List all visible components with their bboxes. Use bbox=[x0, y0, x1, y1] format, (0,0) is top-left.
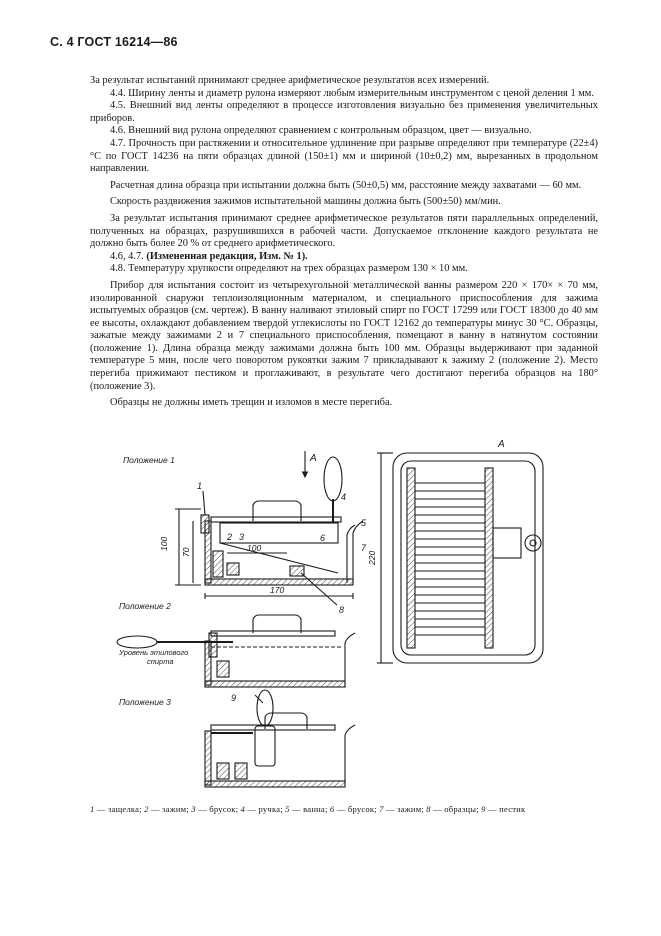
part-number-5: 5 bbox=[361, 518, 367, 528]
body-text bbox=[90, 75, 598, 410]
page-header: С. 4 ГОСТ 16214—86 bbox=[50, 35, 178, 49]
alcohol-level-label-2: спирта bbox=[147, 657, 174, 666]
part-number-9: 9 bbox=[231, 693, 237, 703]
handle-4-rotated bbox=[117, 636, 157, 648]
samples-strips bbox=[415, 483, 485, 635]
paragraph: За результат испытаний принимают среднее арифметическое результатов всех измерений. bbox=[90, 75, 490, 86]
technical-drawing bbox=[105, 433, 575, 798]
part-number-8: 8 bbox=[339, 605, 345, 615]
part-number-7: 7 bbox=[361, 543, 367, 553]
dim-height-100: 100 bbox=[159, 536, 169, 551]
paragraph: 4.6. Внешний вид рулона определяют сравнением с контрольным образцом, цвет — визуально. bbox=[110, 125, 532, 137]
paragraph: Расчетная длина образца при испытании должна быть (50±0,5) мм, расстояние между захватами — 60 мм. bbox=[110, 179, 582, 191]
alcohol-level-label-1: Уровень этилового bbox=[119, 648, 189, 657]
dim-length-220: 220 bbox=[367, 550, 377, 565]
amendment-prefix: 4.6, 4.7. bbox=[110, 250, 147, 262]
pivot-icon bbox=[525, 535, 541, 551]
position-1-view bbox=[123, 451, 367, 615]
part-number-2: 2 bbox=[227, 532, 233, 542]
part-number-3: 3 bbox=[239, 532, 245, 542]
top-view-a bbox=[367, 439, 543, 663]
position-3-label: Положение 3 bbox=[119, 697, 171, 707]
paragraph: Прибор для испытания состоит из четырехугольной металлической ванны размером 220 × 170× × 70 мм, изолированной снаружи теплоизоляционным материалом, и специального приспособления для зажима испытуемых образцов (см. чертеж). В ванну наливают этиловый спирт по ГОСТ 17299 или ГОСТ 18300 до 40 мм ее высоты, охлаждают добавлением твердой углекислоты по ГОСТ 12162 до температуры минус 30 °С. Образцы, зажатые между зажимами 2 и 7 специального приспособления, помещают в ванну в натянутом состоянии (положение 1). Длина образца между зажимами должна быть 100 мм. Образцы выдерживают при заданной температуре 5 мин, после чего поворотом рукоятки зажим 7 прикладывают к зажиму 2 (положение 2). Место перегиба прижимают пестиком и проглаживают, в результате чего достигают перегиба образцов на 180° (положение 3). bbox=[90, 279, 598, 392]
dim-sample-100: 100 bbox=[247, 543, 262, 553]
paragraph: Скорость раздвижения зажимов испытательной машины должна быть (500±50) мм/мин. bbox=[110, 196, 501, 208]
part-number-1: 1 bbox=[197, 481, 203, 491]
dim-width-170: 170 bbox=[270, 585, 285, 595]
paragraph: 4.8. Температуру хрупкости определяют на трех образцах размером 130 × 10 мм. bbox=[110, 263, 468, 275]
paragraph: 4.4. Ширину ленты и диаметр рулона измеряют любым измерительным инструментом с ценой деления 1 мм. bbox=[110, 87, 594, 99]
position-2-label: Положение 2 bbox=[119, 601, 171, 611]
tank-right-inner bbox=[347, 525, 355, 583]
part-number-4: 4 bbox=[341, 492, 347, 502]
latch-1 bbox=[201, 515, 209, 533]
amendment-note bbox=[90, 251, 598, 264]
pivot-block bbox=[493, 528, 521, 558]
paragraph: 4.5. Внешний вид ленты определяют в процессе изготовления визуально без применения увеличительных приборов. bbox=[90, 100, 598, 124]
part-number-6: 6 bbox=[320, 533, 326, 543]
position-1-label: Положение 1 bbox=[123, 455, 175, 465]
clamp-2 bbox=[213, 551, 223, 577]
top-frame bbox=[211, 517, 341, 522]
paragraph: 4.7. Прочность при растяжении и относительное удлинение при разрыве определяют при температуре (22±4) °С по ГОСТ 14236 на пяти образцах длиной (150±1) мм и шириной (10±0,2) мм, вырезанных в продольном направлении. bbox=[90, 137, 598, 175]
view-a-label: А bbox=[498, 439, 505, 450]
position-2-view bbox=[117, 601, 355, 687]
amendment-bold: (Измененная редакция, Изм. № 1). bbox=[146, 250, 308, 262]
paragraph: За результат испытания принимают среднее арифметическое результатов пяти параллельных определений, полученных на образцах, разрушившихся в рабочей части. Допускаемое отклонение каждого результата не должно быть более 20 % от среднего арифметического. bbox=[90, 212, 598, 250]
dim-height-70: 70 bbox=[181, 547, 191, 557]
carry-handle bbox=[253, 501, 301, 521]
handle-4 bbox=[324, 457, 342, 501]
arrow-a-label: А bbox=[310, 453, 317, 464]
figure-legend: 1 — защелка; 2 — зажим; 3 — брусок; 4 — ручка; 5 — ванна; 6 — брусок; 7 — зажим; 8 — образцы; 9 — пестик bbox=[90, 804, 526, 814]
paragraph: Образцы не должны иметь трещин и изломов в месте перегиба. bbox=[110, 397, 393, 409]
position-3-view bbox=[119, 690, 355, 787]
block-3 bbox=[227, 563, 239, 575]
